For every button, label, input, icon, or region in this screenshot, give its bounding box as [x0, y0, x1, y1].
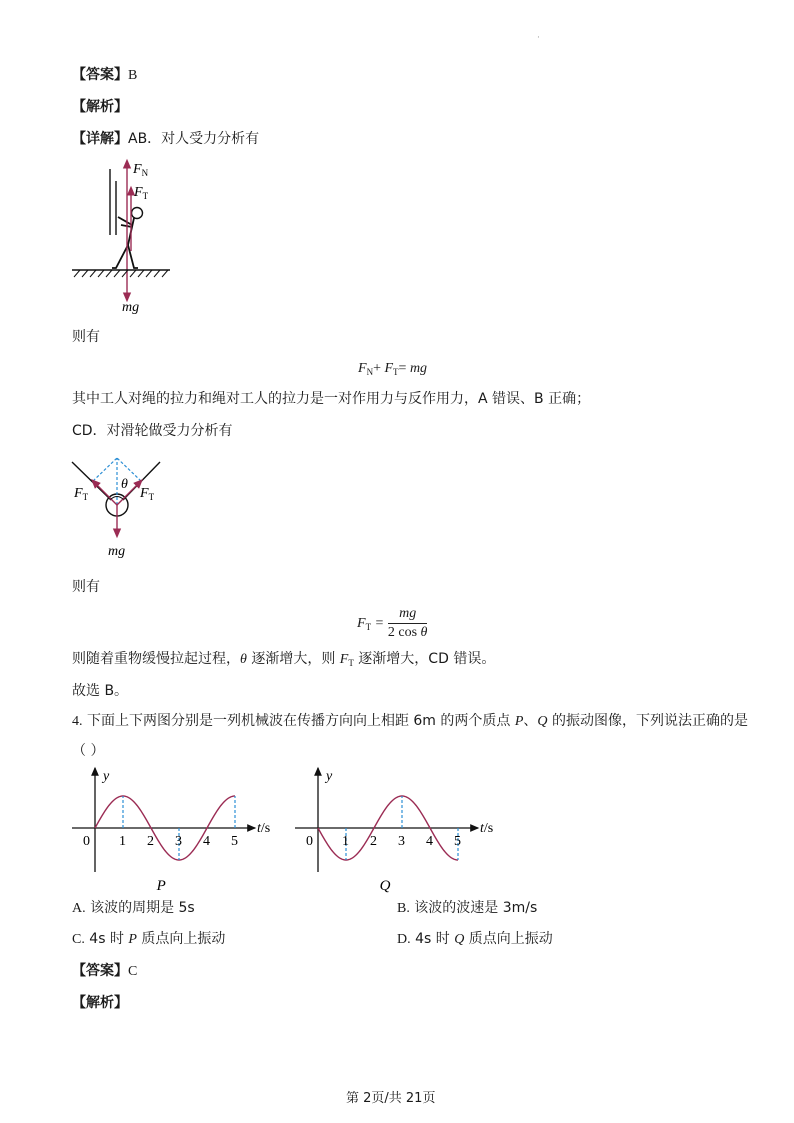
choose-line: 故选 B。	[72, 683, 129, 699]
q-tick-2: 2	[370, 834, 377, 849]
eq1-ft: $F_T$	[384, 361, 399, 377]
eq1-rhs: mg	[409, 361, 428, 376]
cd-line: CD．对滑轮做受力分析有	[72, 423, 233, 439]
answer-tag-2: 【答案】	[72, 963, 128, 979]
eq2-numerator: mg	[388, 606, 428, 624]
q-title: Q	[379, 878, 391, 894]
p-tick-5: 5	[231, 834, 238, 849]
answer-line-1	[72, 65, 137, 86]
then-line-2: 则有	[72, 579, 100, 595]
p-y-label: y	[103, 769, 110, 784]
detail-tag: 【详解】	[72, 131, 128, 147]
p-tick-1: 1	[119, 834, 126, 849]
answer-value: B	[128, 68, 138, 83]
q-tick-0: 0	[306, 834, 313, 849]
question-4-paren: （ ）	[72, 743, 105, 759]
answer-value-2: C	[128, 964, 138, 979]
then-line-1: 则有	[72, 329, 100, 345]
q-tick-3: 3	[398, 834, 405, 849]
fn-label: $F_N$	[133, 162, 149, 178]
option-b[interactable]: B. 该波的波速是 3m/s	[397, 900, 538, 916]
eq1-plus: +	[373, 361, 385, 376]
p-x-label: t/s	[257, 821, 271, 836]
p-title: P	[156, 878, 166, 894]
action-reaction-line: 其中工人对绳的拉力和绳对工人的拉力是一对作用力与反作用力，A 错误、B 正确；	[72, 391, 591, 407]
eq2-fraction	[388, 606, 428, 641]
answer-tag: 【答案】	[72, 67, 128, 83]
answer-line-2	[72, 961, 137, 982]
pulley-force-diagram	[66, 448, 176, 564]
p-tick-3: 3	[175, 834, 182, 849]
header-mark: ·	[537, 33, 540, 43]
chart-p	[60, 760, 280, 900]
ft-right-label: $F_T$	[140, 486, 155, 502]
ft-left-label: $F_T$	[74, 486, 89, 502]
detail-line	[72, 129, 259, 149]
q-tick-5: 5	[454, 834, 461, 849]
analysis-tag: 【解析】	[72, 99, 128, 115]
eq2-denominator: 2 cos θ	[387, 624, 428, 640]
p-tick-0: 0	[83, 834, 90, 849]
person-head	[132, 208, 143, 219]
detail-text: AB．对人受力分析有	[128, 131, 260, 147]
eq1-fn: $F_N$	[358, 361, 374, 377]
chart-q	[283, 760, 503, 900]
theta-label: θ	[121, 477, 128, 492]
option-a[interactable]: A. 该波的周期是 5s	[72, 900, 195, 916]
p-tick-4: 4	[203, 834, 210, 849]
eq1-equals: =	[398, 361, 410, 376]
conclusion-line: 则随着重物缓慢拉起过程，θ 逐渐增大，则 $F_T$ 逐渐增大，CD 错误。	[72, 651, 496, 668]
mg-label: mg	[122, 300, 140, 315]
question-4-text: 4. 下面上下两图分别是一列机械波在传播方向向上相距 6m 的两个质点 P、Q 的振动图像，下列说法正确的是	[72, 713, 748, 729]
eq2-equals: =	[375, 616, 384, 631]
ground-hatch	[74, 270, 168, 277]
person-force-diagram	[66, 155, 186, 315]
parallelogram-left	[93, 458, 117, 481]
eq2-lhs: $F_T$	[357, 616, 372, 632]
ft-left-arrow	[94, 482, 117, 505]
ft-label: $F_T$	[134, 185, 149, 201]
option-c[interactable]: C. 4s 时 P 质点向上振动	[72, 931, 226, 947]
p-tick-2: 2	[147, 834, 154, 849]
mg-label: mg	[108, 544, 126, 559]
q-tick-1: 1	[342, 834, 349, 849]
option-d[interactable]: D. 4s 时 Q 质点向上振动	[397, 931, 553, 947]
equation-1	[358, 358, 427, 382]
page-footer: 第 2页/共 21页	[346, 1091, 436, 1106]
analysis-tag-2: 【解析】	[72, 995, 128, 1011]
q-y-label: y	[326, 769, 333, 784]
q-tick-4: 4	[426, 834, 433, 849]
equation-2	[357, 604, 427, 642]
q-x-label: t/s	[480, 821, 494, 836]
